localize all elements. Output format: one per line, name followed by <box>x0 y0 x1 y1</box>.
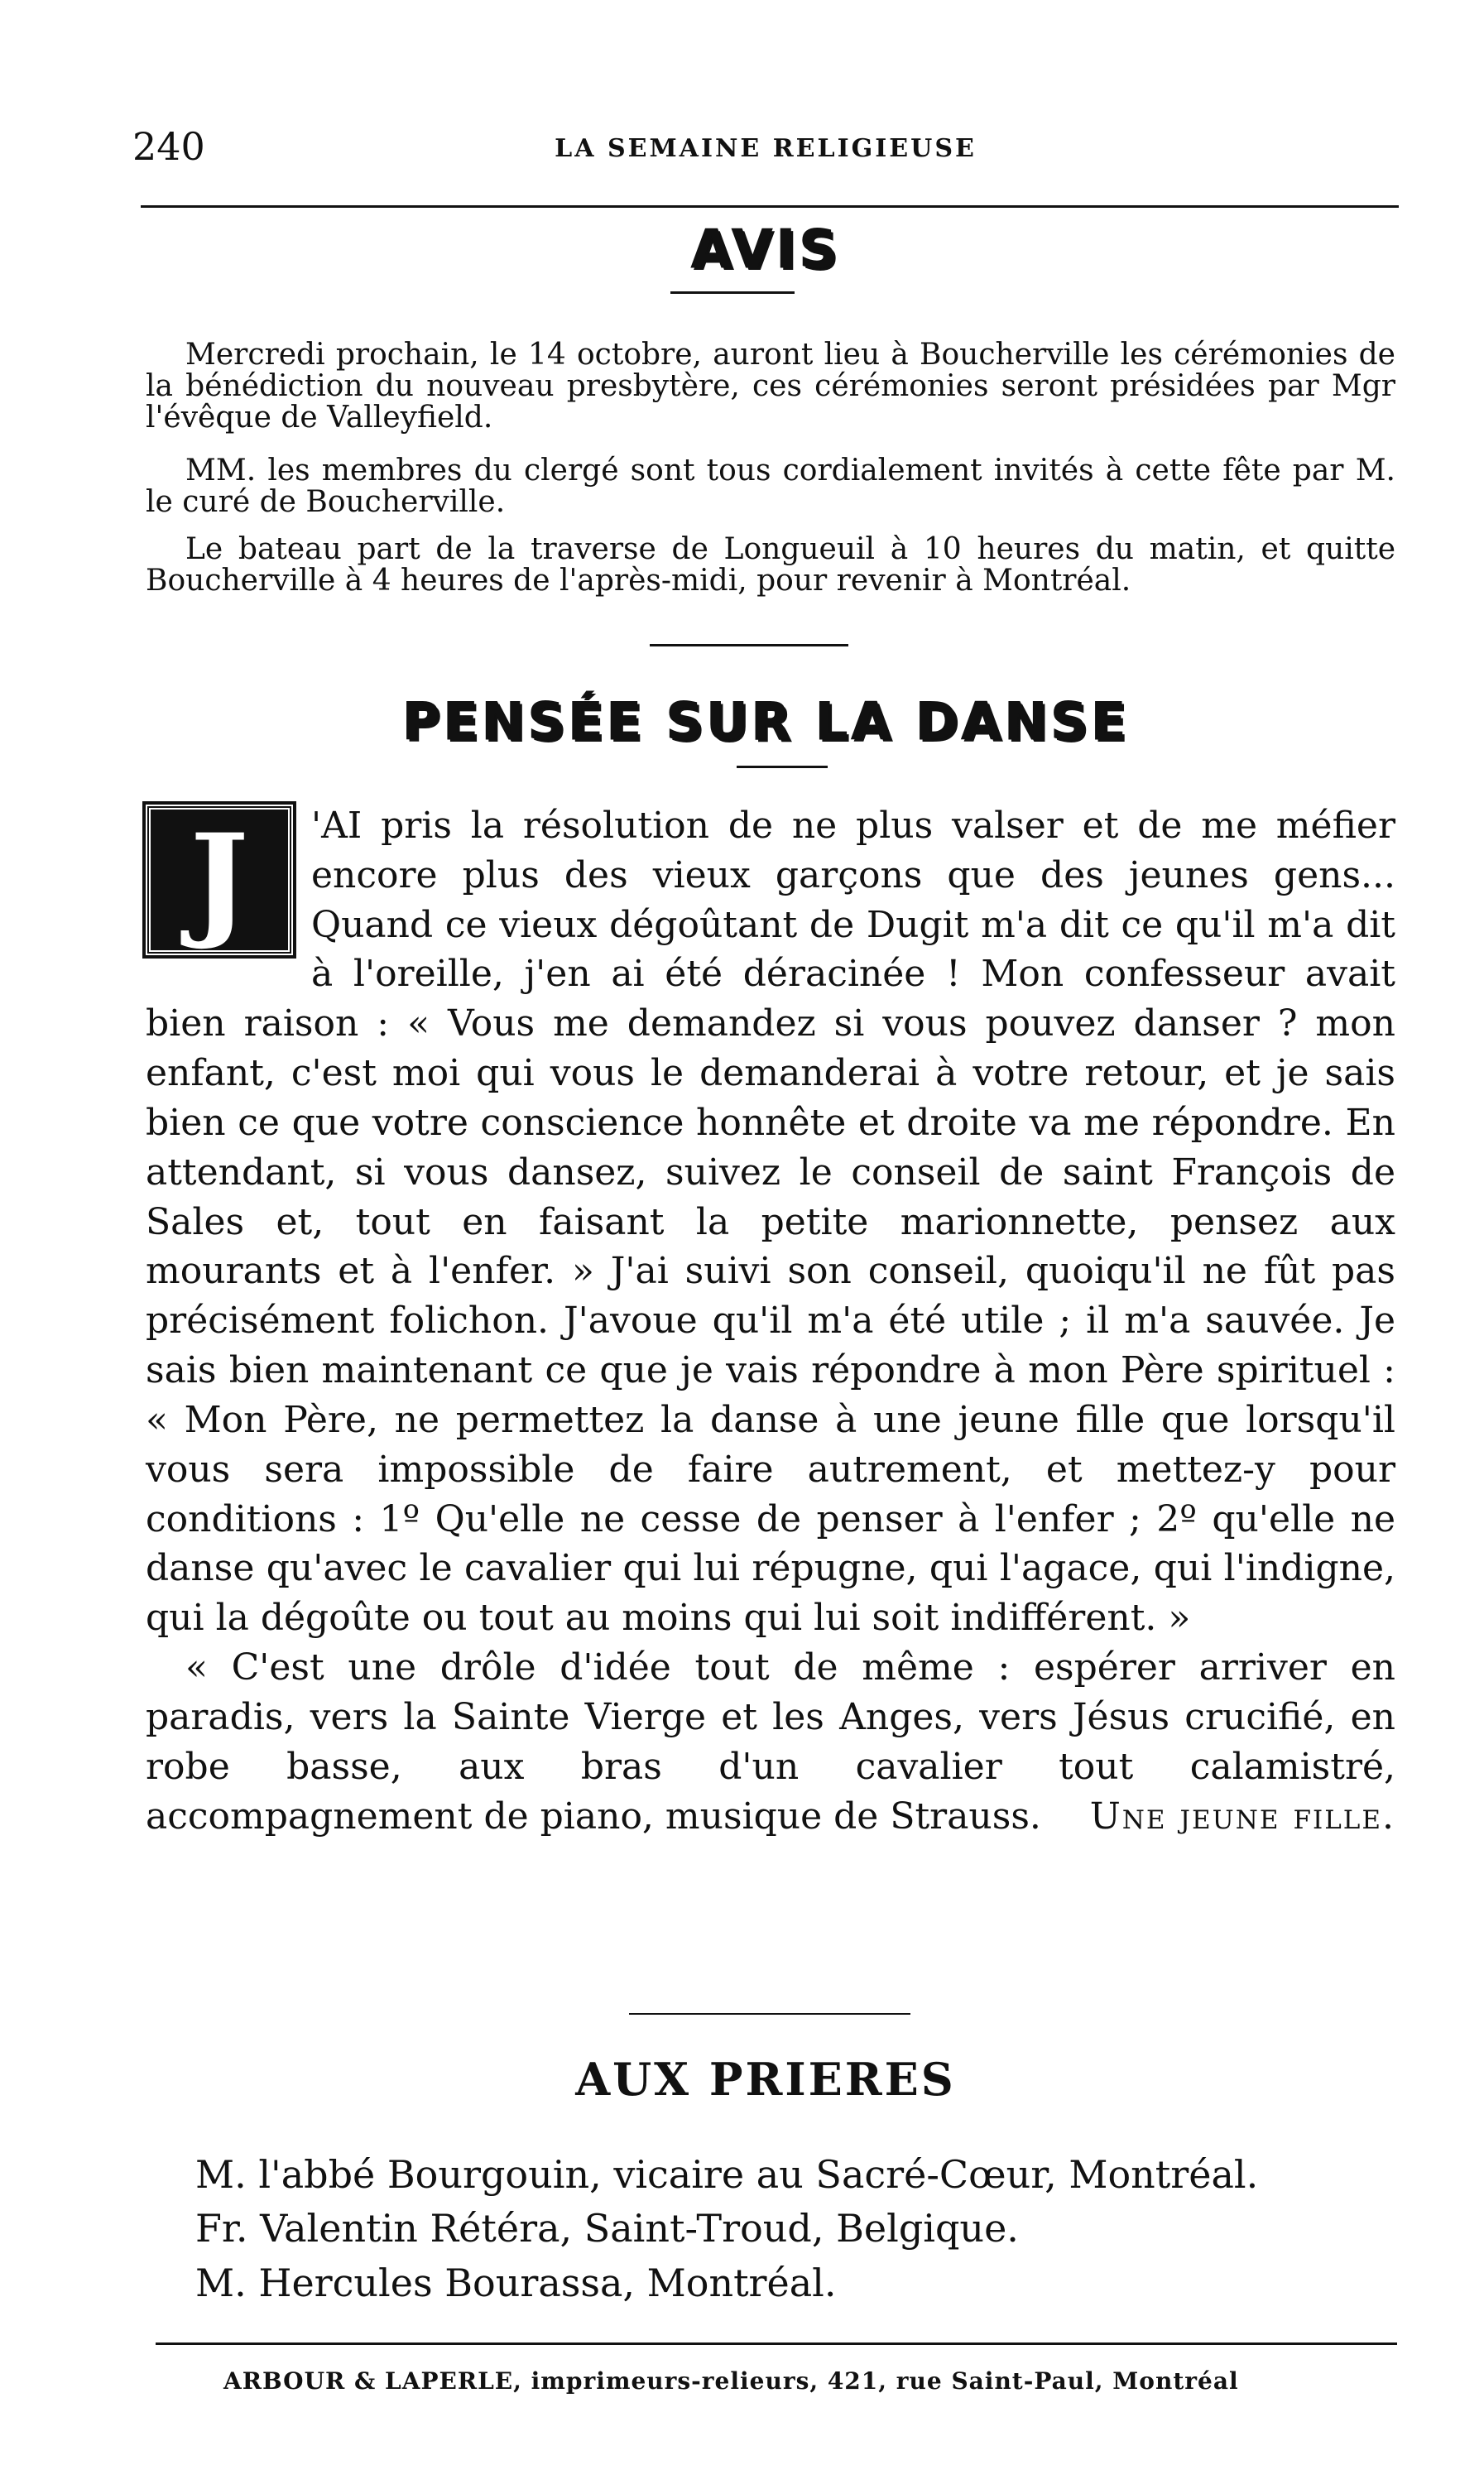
pensee-title-rule <box>737 766 828 768</box>
header-rule <box>141 205 1399 208</box>
prieres-list <box>195 2148 1258 2310</box>
list-item: M. Hercules Bourassa, Montréal. <box>195 2260 837 2305</box>
avis-paragraph-1: Mercredi prochain, le 14 octobre, auront lieu à Boucherville les cérémonies de la bénédiction du nouveau presbytère, ces cérémonies seront présidées par Mgr l'évêque de Valleyfield. <box>146 338 1395 435</box>
avis-title-rule <box>670 291 795 294</box>
signature: Une jeune fille. <box>1089 1795 1395 1838</box>
prieres-title: AUX PRIERES <box>575 2053 956 2106</box>
avis-paragraph-3: Le bateau part de la traverse de Longueuil à 10 heures du matin, et quitte Boucherville à 4 heures de l'après-midi, pour revenir à Montréal. <box>146 532 1395 598</box>
page-number: 240 <box>132 124 205 169</box>
printer-imprint: ARBOUR & LAPERLE, imprimeurs-relieurs, 421, rue Saint-Paul, Montréal <box>223 2367 1239 2395</box>
drop-cap-ornament: J <box>146 805 293 955</box>
avis-title: AVIS <box>690 219 841 281</box>
list-item: M. l'abbé Bourgouin, vicaire au Sacré-Cœur, Montréal. <box>195 2152 1259 2197</box>
pensee-paragraph-2: « C'est une drôle d'idée tout de même : espérer arriver en paradis, vers la Sainte Vierge et les Anges, vers Jésus crucifié, en robe basse, aux bras d'un cavalier tout calamistré, accompagnement de piano, musique de Strauss. <box>146 1646 1395 1838</box>
section-divider-2 <box>629 2013 910 2015</box>
running-title: LA SEMAINE RELIGIEUSE <box>555 134 977 163</box>
section-divider <box>650 644 848 646</box>
avis-paragraph-2: MM. les membres du clergé sont tous cordialement invités à cette fête par M. le curé de Boucherville. <box>146 454 1395 519</box>
footer-rule <box>156 2342 1397 2345</box>
pensee-title: PENSÉE SUR LA DANSE <box>401 691 1130 752</box>
pensee-paragraph-1: 'AI pris la résolution de ne plus valser et de me méfier encore plus des vieux garçons que des jeunes gens... Quand ce vieux dégoûtant de Dugit m'a dit ce qu'il m'a dit à l'oreille, j'en ai été déracinée ! Mon confesseur avait bien raison : « Vous me demandez si vous pouvez danser ? mon enfant, c'est moi qui vous le demanderai à votre retour, et je sais bien ce que votre conscience honnête et droite va me répondre. En attendant, si vous dansez, suivez le conseil de saint François de Sales et, tout en faisant la petite marionnette, pensez aux mourants et à l'enfer. » J'ai suivi son conseil, quoiqu'il ne fût pas précisément folichon. J'avoue qu'il m'a été utile ; il m'a sauvée. Je sais bien maintenant ce que je vais répondre à mon Père spirituel : « Mon Père, ne permettez la danse à une jeune fille que lorsqu'il vous sera impossible de faire autrement, et mettez-y pour conditions : 1º Qu'elle ne cesse de penser à l'enfer ; 2º qu'elle ne danse qu'avec le cavalier qui lui répugne, qui l'agace, qui l'indigne, qui la dégoûte ou tout au moins qui lui soit indifférent. » <box>146 805 1395 1640</box>
page-header <box>132 124 1399 190</box>
pensee-paragraph-2-wrap <box>146 1643 1395 1841</box>
list-item: Fr. Valentin Rétéra, Saint-Troud, Belgique. <box>195 2206 1019 2251</box>
pensee-body <box>146 801 1395 1841</box>
